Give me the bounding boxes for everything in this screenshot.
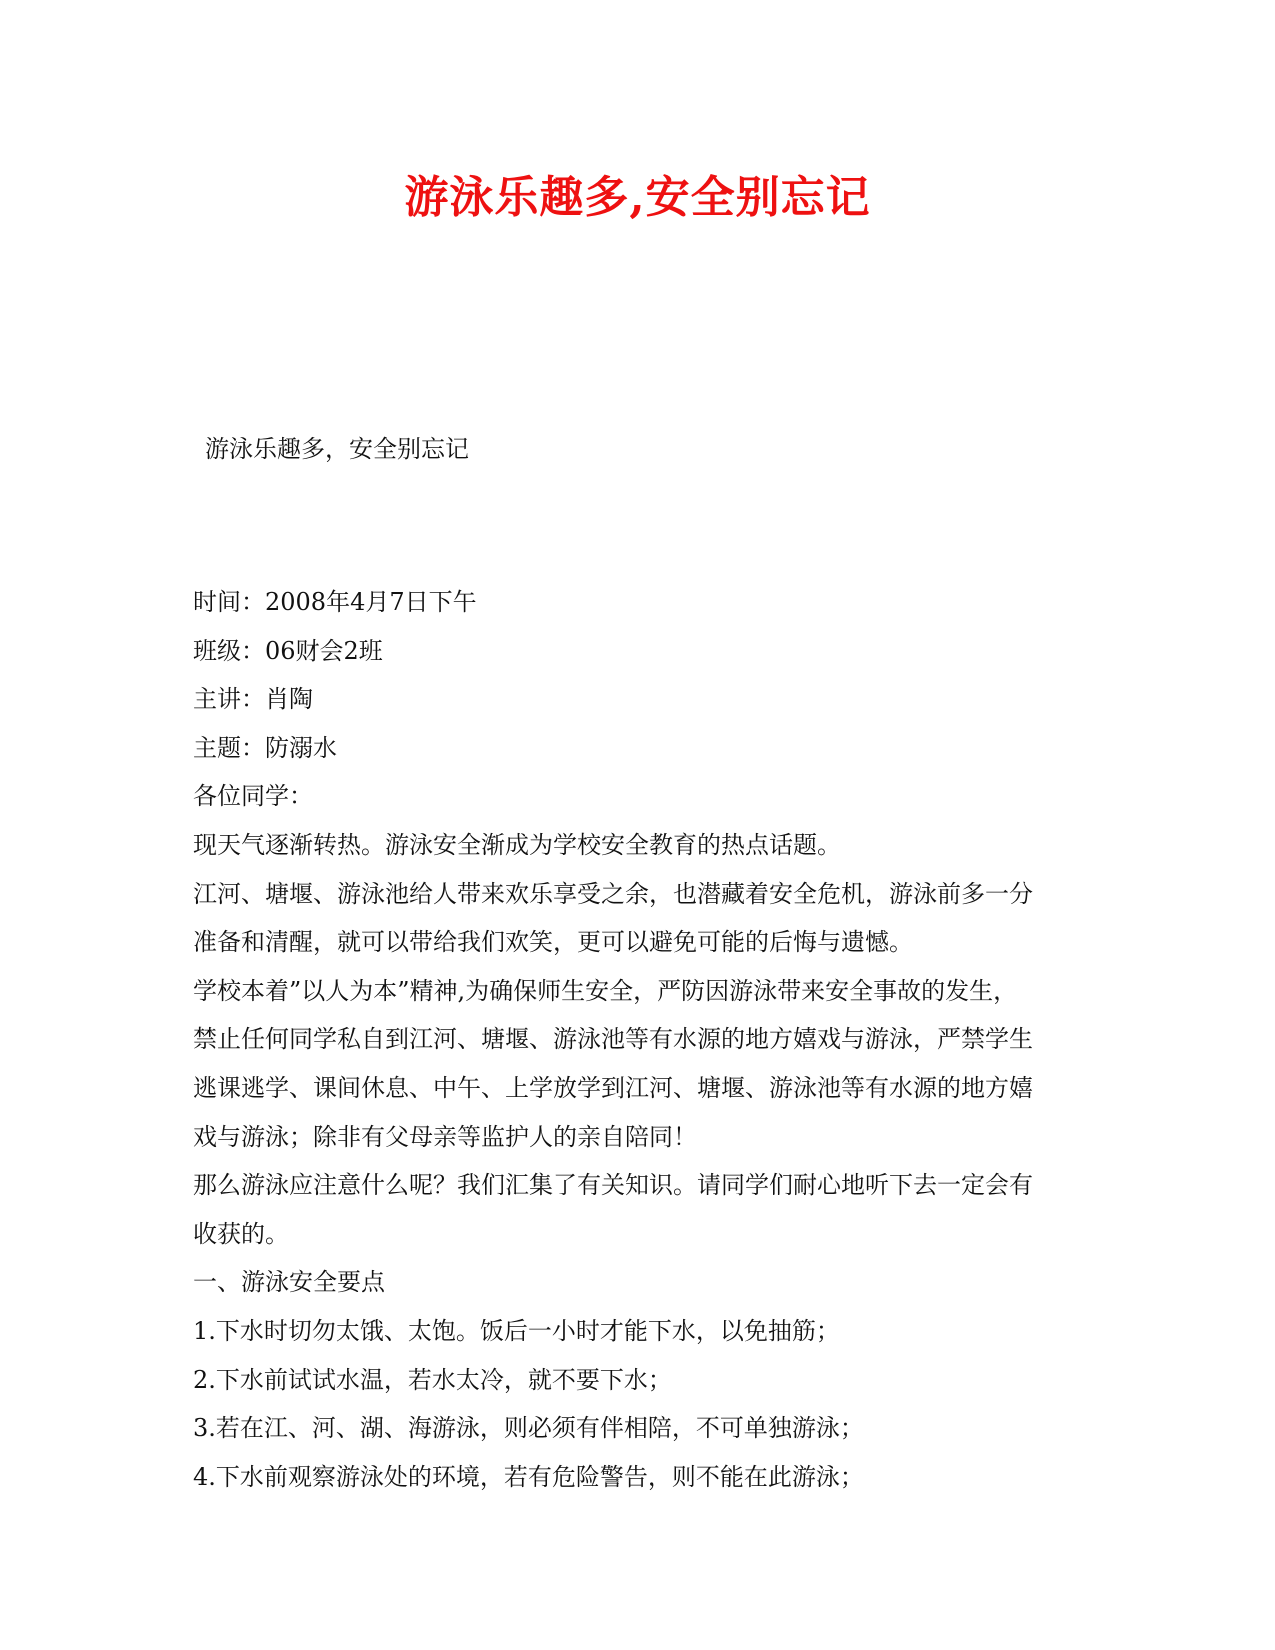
body-line: 主题：防溺水 — [193, 733, 337, 762]
body-line: 一、游泳安全要点 — [193, 1268, 385, 1297]
document-subtitle: 游泳乐趣多，安全别忘记 — [205, 435, 469, 463]
body-line: 3.若在江、河、湖、海游泳，则必须有伴相陪，不可单独游泳； — [193, 1414, 864, 1443]
body-line: 那么游泳应注意什么呢？我们汇集了有关知识。请同学们耐心地听下去一定会有 — [193, 1171, 1033, 1200]
body-line: 现天气逐渐转热。游泳安全渐成为学校安全教育的热点话题。 — [193, 830, 841, 859]
body-line: 时间：2008年4月7日下午 — [193, 588, 477, 616]
body-line: 江河、塘堰、游泳池给人带来欢乐享受之余，也潜藏着安全危机，游泳前多一分 — [193, 879, 1033, 908]
body-line: 收获的。 — [193, 1219, 289, 1248]
document-body — [193, 578, 1073, 1501]
body-line: 1.下水时切勿太饿、太饱。饭后一小时才能下水，以免抽筋； — [193, 1316, 840, 1345]
body-line: 主讲：肖陶 — [193, 685, 313, 714]
body-line: 逃课逃学、课间休息、中午、上学放学到江河、塘堰、游泳池等有水源的地方嬉 — [193, 1073, 1033, 1102]
body-line: 班级：06财会2班 — [193, 636, 383, 665]
body-line: 各位同学： — [193, 782, 313, 811]
document-title: 游泳乐趣多,安全别忘记 — [404, 172, 871, 223]
body-line: 戏与游泳；除非有父母亲等监护人的亲自陪同！ — [193, 1122, 697, 1151]
body-line: 4.下水前观察游泳处的环境，若有危险警告，则不能在此游泳； — [193, 1462, 864, 1491]
body-line: 准备和清醒，就可以带给我们欢笑，更可以避免可能的后悔与遗憾。 — [193, 928, 913, 957]
body-line: 2.下水前试试水温，若水太冷，就不要下水； — [193, 1365, 672, 1394]
body-line: 禁止任何同学私自到江河、塘堰、游泳池等有水源的地方嬉戏与游泳，严禁学生 — [193, 1025, 1033, 1054]
body-line: 学校本着”以人为本”精神,为确保师生安全，严防因游泳带来安全事故的发生， — [193, 976, 1018, 1005]
